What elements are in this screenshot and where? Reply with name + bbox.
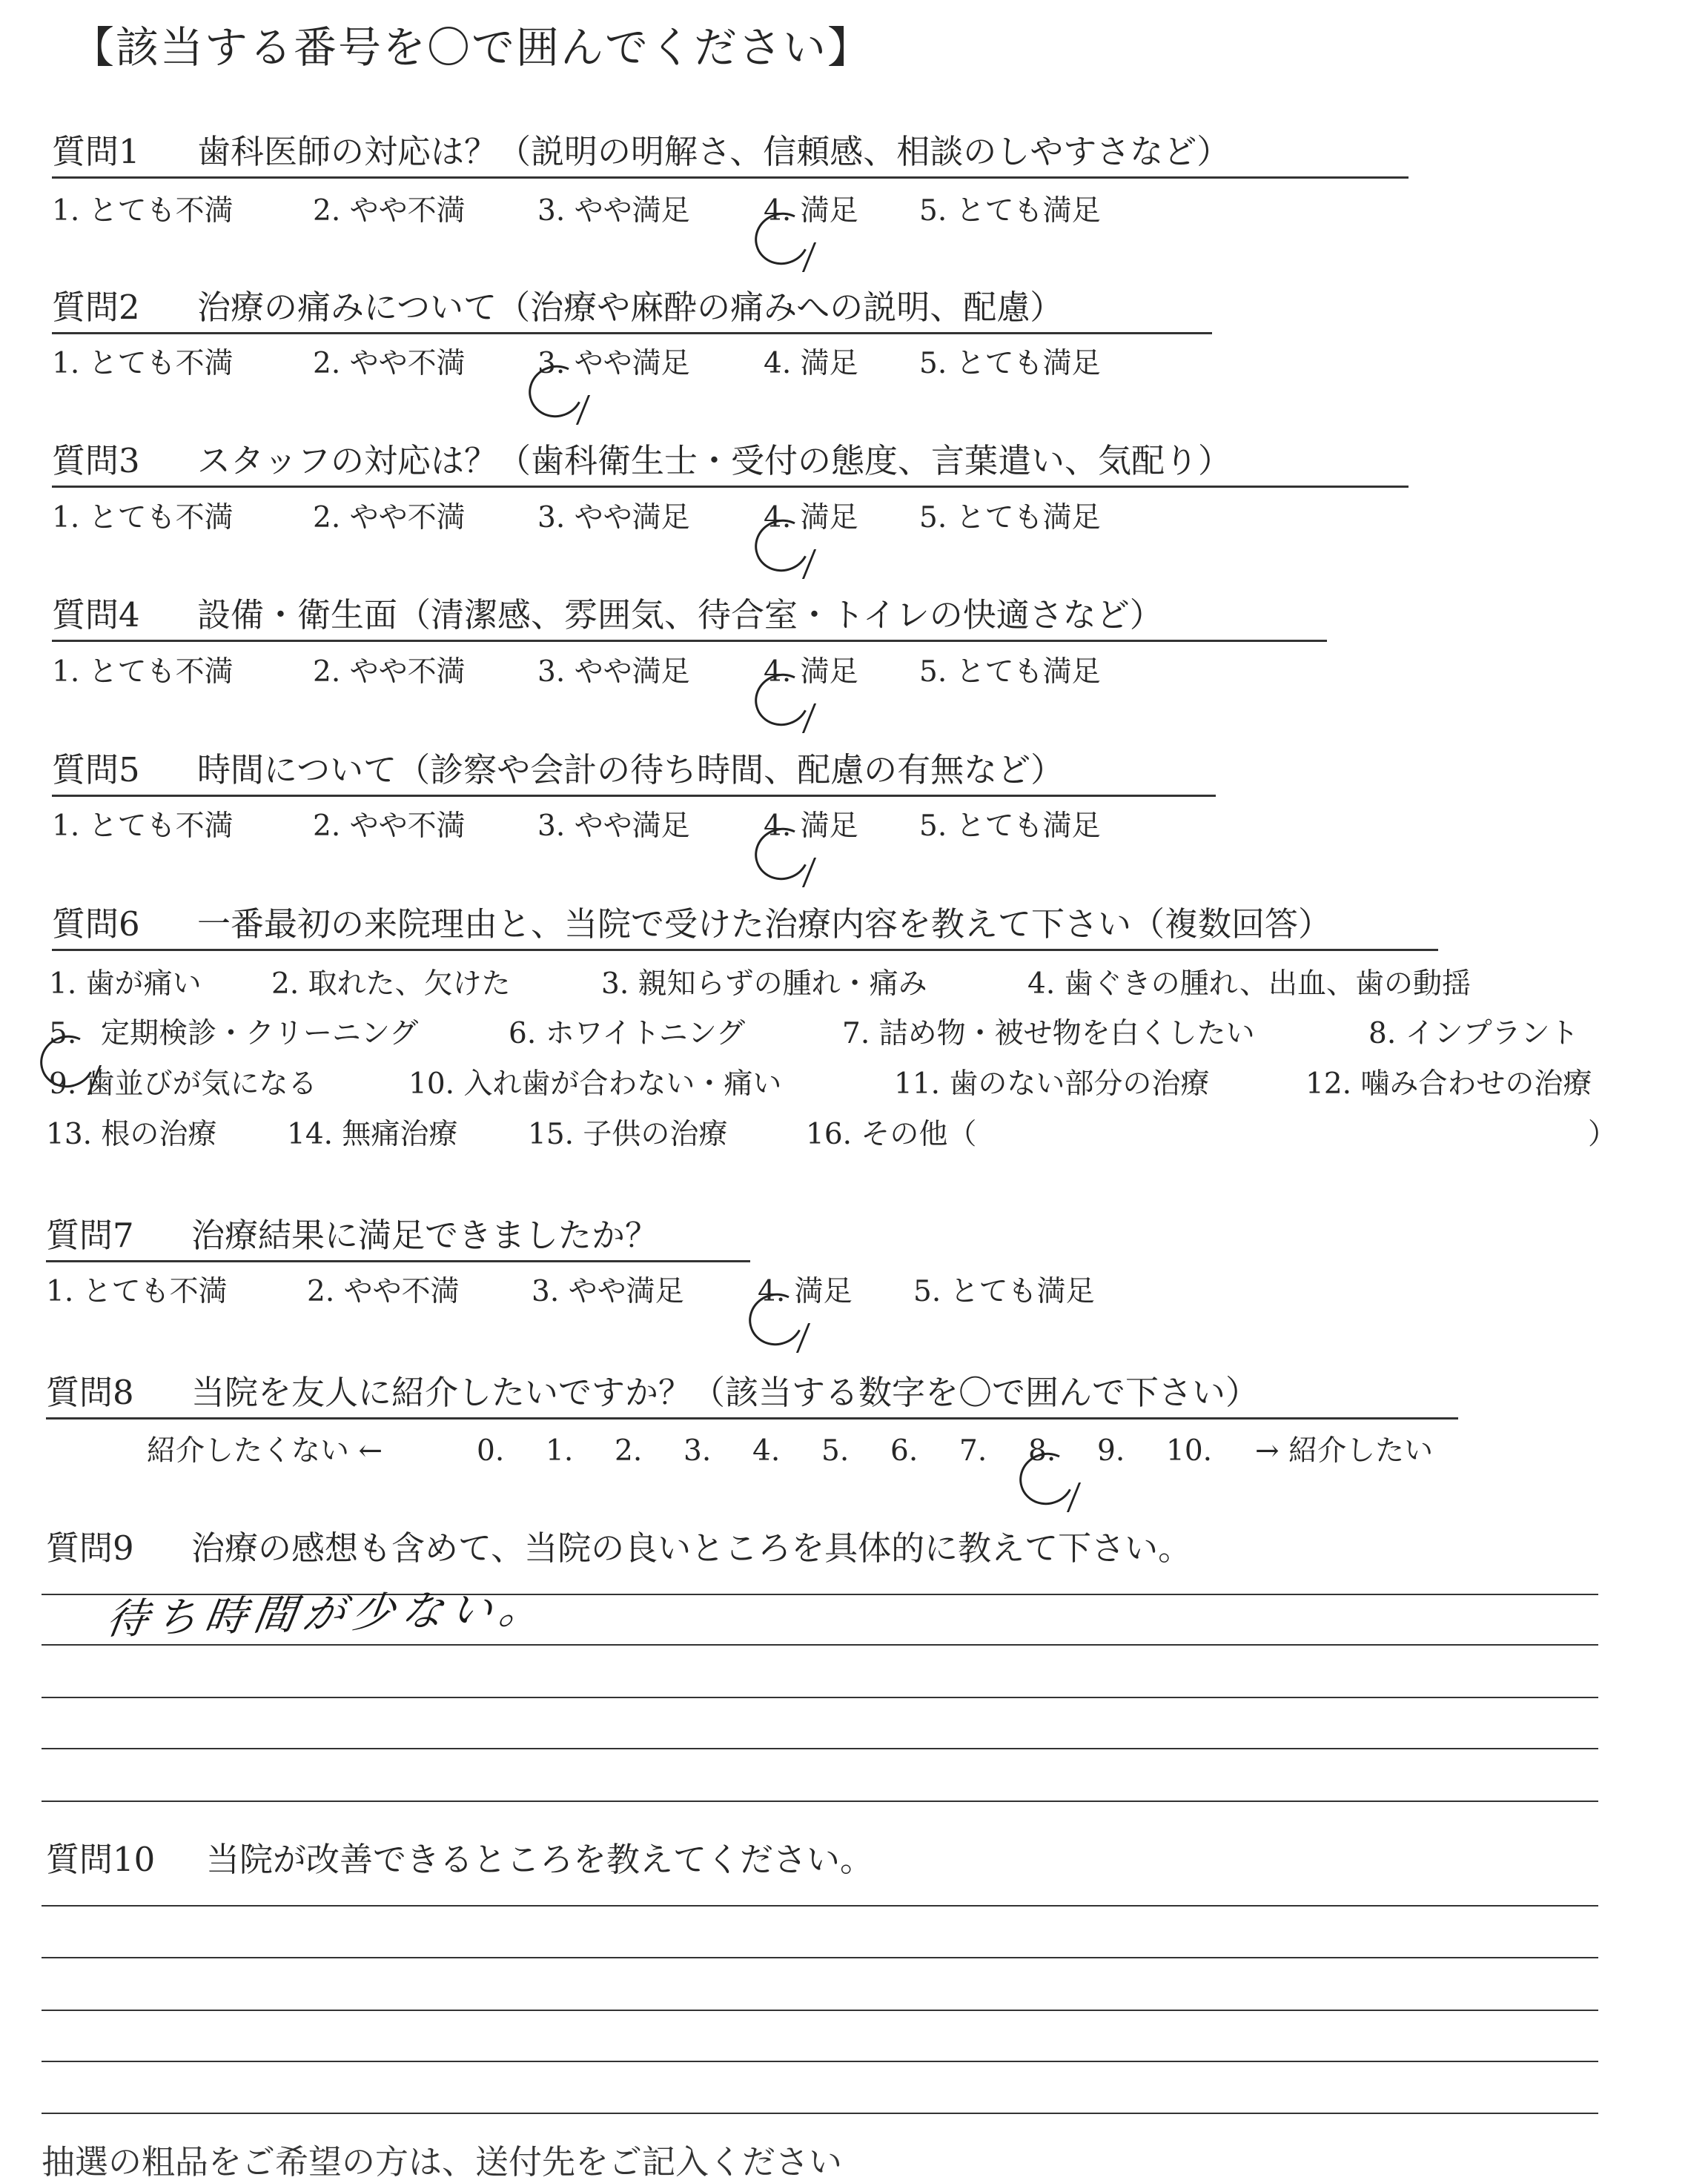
page-heading: 【該当する番号を〇で囲んでください】 (71, 22, 873, 73)
q4-option-1[interactable]: 1. とても不満 (52, 655, 234, 689)
q9-answer-line-5 (42, 1801, 1598, 1802)
q8-scale-10[interactable]: 10. (1166, 1434, 1213, 1468)
q8-scale-2[interactable]: 2. (615, 1434, 643, 1468)
q6-option-7[interactable]: 7. 詰め物・被せ物を白くしたい (842, 1017, 1255, 1050)
question-2-number: 質問2 (52, 288, 140, 327)
question-2-title (52, 288, 1212, 334)
q6-option-14[interactable]: 14. 無痛治療 (287, 1118, 458, 1151)
q1-option-5[interactable]: 5. とても満足 (919, 194, 1101, 228)
question-4-number: 質問4 (52, 595, 140, 635)
question-3-text: スタッフの対応は？（歯科衛生士・受付の態度、言葉遣い、気配り） (197, 441, 1232, 480)
q4-option-4-label: 4. 満足 (764, 655, 858, 689)
question-7-title (46, 1216, 750, 1262)
question-6-text: 一番最初の来院理由と、当院で受けた治療内容を教えて下さい（複数回答） (197, 904, 1332, 944)
question-10-title (46, 1840, 873, 1884)
question-5-number: 質問5 (52, 750, 140, 789)
q2-option-4[interactable]: 4. 満足 (764, 347, 858, 380)
q8-scale-9[interactable]: 9. (1097, 1434, 1125, 1468)
q8-scale-7[interactable]: 7. (959, 1434, 987, 1468)
q4-option-3[interactable]: 3. やや満足 (537, 655, 690, 689)
question-1-text: 歯科医師の対応は？（説明の明解さ、信頼感、相談のしやすさなど） (197, 132, 1231, 171)
q1-option-2[interactable]: 2. やや不満 (313, 194, 466, 228)
q5-option-3[interactable]: 3. やや満足 (537, 809, 690, 843)
question-6-title (52, 904, 1438, 951)
q6-option-15[interactable]: 15. 子供の治療 (528, 1118, 728, 1151)
q6-option-5-label[interactable]: 定期検診・クリーニング (101, 1017, 419, 1050)
q9-answer-line-2 (42, 1644, 1598, 1646)
q8-scale-6[interactable]: 6. (890, 1434, 918, 1468)
q7-option-4-label: 4. 満足 (758, 1275, 853, 1308)
q9-answer-line-4 (42, 1748, 1598, 1749)
q8-scale-0[interactable]: 0. (477, 1434, 505, 1468)
q6-option-6[interactable]: 6. ホワイトニング (509, 1017, 746, 1050)
q1-option-4-label: 4. 満足 (764, 194, 858, 228)
q5-option-5[interactable]: 5. とても満足 (919, 809, 1101, 843)
q7-option-4-selected[interactable] (758, 1275, 853, 1310)
q6-option-4[interactable]: 4. 歯ぐきの腫れ、出血、歯の動揺 (1027, 967, 1471, 1001)
q2-option-3-label: 3. やや満足 (537, 347, 690, 380)
q3-option-1[interactable]: 1. とても不満 (52, 501, 234, 534)
q6-option-1[interactable]: 1. 歯が痛い (49, 967, 202, 1001)
q10-answer-line-3 (42, 2010, 1598, 2011)
q9-handwritten-answer[interactable]: 待ち時間が少ない。 (102, 1584, 553, 1644)
question-3-title (52, 441, 1409, 488)
q3-option-3[interactable]: 3. やや満足 (537, 501, 690, 534)
question-4-text: 設備・衛生面（清潔感、雰囲気、待合室・トイレの快適さなど） (197, 595, 1163, 635)
question-5-title (52, 750, 1216, 797)
q2-option-1[interactable]: 1. とても不満 (52, 347, 234, 380)
q5-option-4-selected[interactable] (764, 809, 858, 844)
question-4-title (52, 595, 1327, 642)
question-9-text: 治療の感想も含めて、当院の良いところを具体的に教えて下さい。 (191, 1528, 1192, 1568)
q6-option-16-close: ） (1588, 1118, 1618, 1151)
q2-option-2[interactable]: 2. やや不満 (313, 347, 466, 380)
question-8-number: 質問8 (46, 1373, 134, 1412)
q10-answer-line-2 (42, 1957, 1598, 1958)
q1-option-1[interactable]: 1. とても不満 (52, 194, 234, 228)
q5-option-1[interactable]: 1. とても不満 (52, 809, 234, 843)
q6-option-2[interactable]: 2. 取れた、欠けた (271, 967, 511, 1001)
q8-scale-8-label: 8. (1028, 1434, 1056, 1468)
question-8-title (46, 1373, 1458, 1420)
q8-right-label: → 紹介したい (1255, 1434, 1434, 1468)
q8-left-label: 紹介したくない ← (147, 1434, 383, 1468)
question-6-number: 質問6 (52, 904, 140, 944)
question-10-text: 当院が改善できるところを教えてください。 (206, 1840, 874, 1879)
q7-option-2[interactable]: 2. やや不満 (307, 1275, 460, 1308)
q6-option-5-number: 5. (49, 1017, 77, 1050)
q4-option-2[interactable]: 2. やや不満 (313, 655, 466, 689)
q4-option-5[interactable]: 5. とても満足 (919, 655, 1101, 689)
q8-scale-3[interactable]: 3. (683, 1434, 712, 1468)
q10-answer-line-4 (42, 2061, 1598, 2062)
q7-option-3[interactable]: 3. やや満足 (532, 1275, 684, 1308)
q6-option-8[interactable]: 8. インプラント (1368, 1017, 1579, 1050)
q8-scale-4[interactable]: 4. (752, 1434, 781, 1468)
question-3-number: 質問3 (52, 441, 140, 480)
question-8-text: 当院を友人に紹介したいですか？（該当する数字を〇で囲んで下さい） (191, 1373, 1260, 1412)
q7-option-5[interactable]: 5. とても満足 (913, 1275, 1095, 1308)
footer-note: 抽選の粗品をご希望の方は、送付先をご記入ください (42, 2142, 843, 2182)
q10-answer-line-1 (42, 1905, 1598, 1907)
q6-option-3[interactable]: 3. 親知らずの腫れ・痛み (601, 967, 927, 1001)
q6-option-10[interactable]: 10. 入れ歯が合わない・痛い (408, 1067, 782, 1101)
q5-option-4-label: 4. 満足 (764, 809, 858, 843)
q8-scale-8-selected[interactable] (1028, 1434, 1056, 1469)
q6-option-16[interactable]: 16. その他（ (806, 1118, 977, 1151)
q6-option-13[interactable]: 13. 根の治療 (46, 1118, 217, 1151)
q1-option-3[interactable]: 3. やや満足 (537, 194, 690, 228)
q9-answer-line-3 (42, 1697, 1598, 1698)
q1-option-4-selected[interactable] (764, 194, 858, 229)
question-1-title (52, 132, 1409, 179)
q6-option-12[interactable]: 12. 噛み合わせの治療 (1305, 1067, 1592, 1101)
q5-option-2[interactable]: 2. やや不満 (313, 809, 466, 843)
question-1-number: 質問1 (52, 132, 140, 171)
q7-option-1[interactable]: 1. とても不満 (46, 1275, 228, 1308)
q3-option-4-label: 4. 満足 (764, 501, 858, 534)
question-5-text: 時間について（診察や会計の待ち時間、配慮の有無など） (197, 750, 1065, 789)
question-2-text: 治療の痛みについて（治療や麻酔の痛みへの説明、配慮） (197, 288, 1064, 327)
q6-option-5-selected[interactable] (49, 1017, 76, 1052)
q6-option-11[interactable]: 11. 歯のない部分の治療 (894, 1067, 1210, 1101)
q2-option-5[interactable]: 5. とても満足 (919, 347, 1101, 380)
q8-scale-1[interactable]: 1. (546, 1434, 574, 1468)
question-9-number: 質問9 (46, 1528, 134, 1568)
question-7-number: 質問7 (46, 1216, 134, 1255)
q3-option-2[interactable]: 2. やや不満 (313, 501, 466, 534)
q3-option-4-selected[interactable] (764, 501, 858, 536)
q4-option-4-selected[interactable] (764, 655, 858, 690)
q2-option-3-selected[interactable] (537, 347, 690, 382)
question-10-number: 質問10 (46, 1840, 156, 1879)
q10-answer-line-5 (42, 2113, 1598, 2114)
q3-option-5[interactable]: 5. とても満足 (919, 501, 1101, 534)
question-7-text: 治療結果に満足できましたか？ (191, 1216, 659, 1255)
q6-option-9[interactable]: 9. 歯並びが気になる (49, 1067, 317, 1101)
q8-scale-5[interactable]: 5. (821, 1434, 850, 1468)
question-9-title (46, 1528, 1191, 1573)
